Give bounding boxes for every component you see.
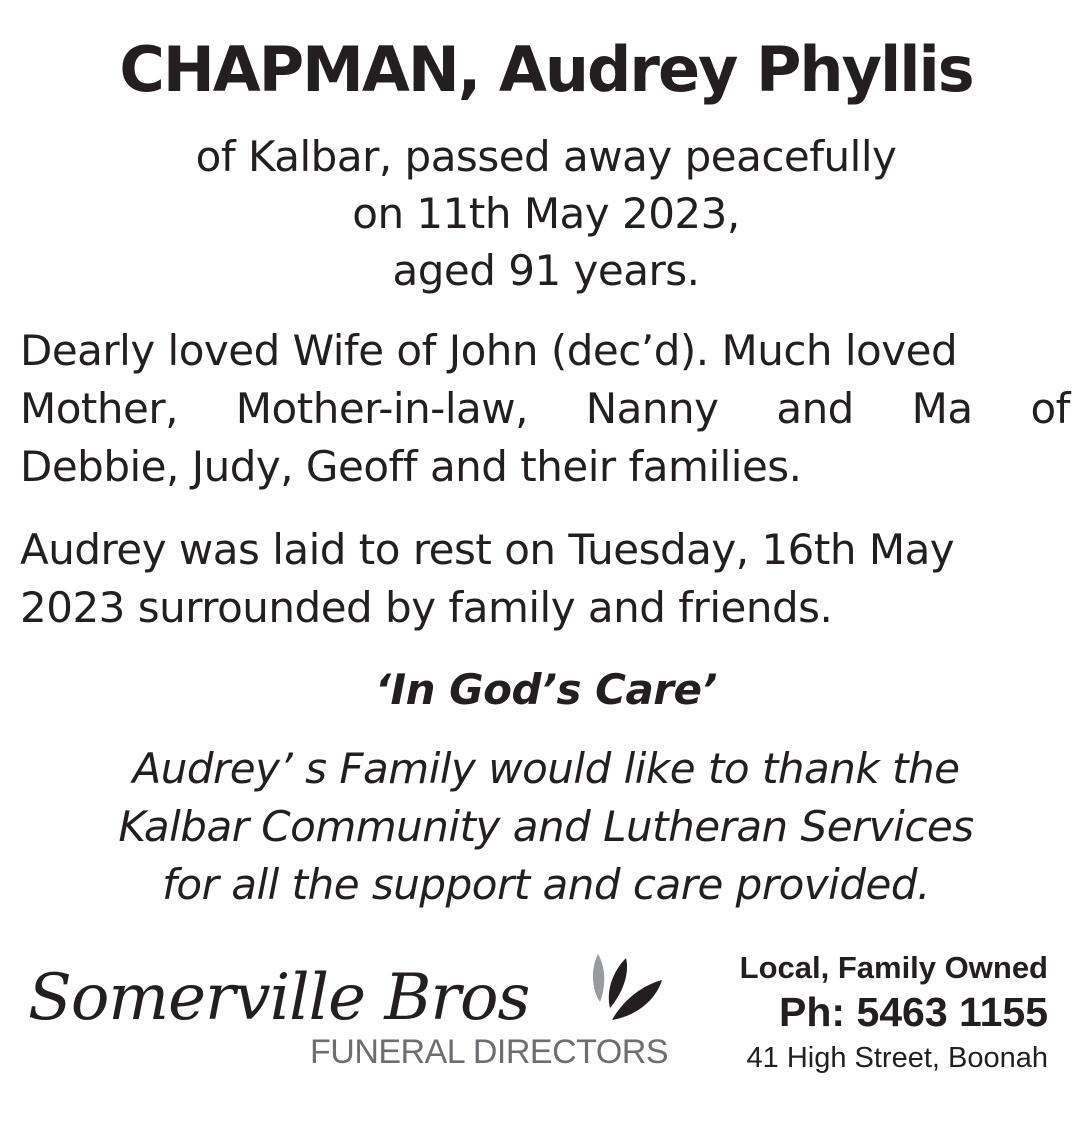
paragraph-line: 2023 surrounded by family and friends.: [20, 583, 833, 632]
intro-line: on 11th May 2023,: [352, 189, 740, 238]
intro-text: [0, 128, 1092, 299]
word: Nanny: [585, 384, 719, 433]
paragraph-line: Audrey was laid to rest on Tuesday, 16th May: [20, 525, 955, 574]
word: of: [1030, 384, 1070, 433]
intro-line: aged 91 years.: [392, 246, 700, 295]
intro-line: of Kalbar, passed away peacefully: [195, 132, 897, 181]
logo-subtitle: FUNERAL DIRECTORS: [310, 1033, 668, 1071]
funeral-director-logo: [20, 950, 670, 1080]
family-paragraph: [20, 322, 1070, 496]
paragraph-line-justified: [20, 380, 1070, 438]
tagline: Local, Family Owned: [739, 950, 1048, 985]
thanks-line: for all the support and care provided.: [162, 860, 930, 909]
word: and: [776, 384, 854, 433]
thanks-line: Kalbar Community and Lutheran Services: [118, 802, 974, 851]
deceased-name: CHAPMAN, Audrey Phyllis: [119, 33, 973, 106]
word: Ma: [911, 384, 973, 433]
contact-details: [648, 950, 1048, 1078]
quote: ‘In God’s Care’: [375, 665, 717, 714]
thanks-text: [0, 740, 1092, 914]
logo-name: Somerville Bros: [28, 961, 530, 1035]
paragraph-line: Dearly loved Wife of John (dec’d). Much loved: [20, 326, 958, 375]
word: Mother,: [20, 384, 178, 433]
address: 41 High Street, Boonah: [746, 1042, 1048, 1074]
funeral-paragraph: [20, 521, 1070, 637]
thanks-line: Audrey’ s Family would like to thank the: [132, 744, 960, 793]
paragraph-line: Debbie, Judy, Geoff and their families.: [20, 442, 802, 491]
phone-number: Ph: 5463 1155: [779, 989, 1048, 1035]
word: Mother-in-law,: [235, 384, 528, 433]
